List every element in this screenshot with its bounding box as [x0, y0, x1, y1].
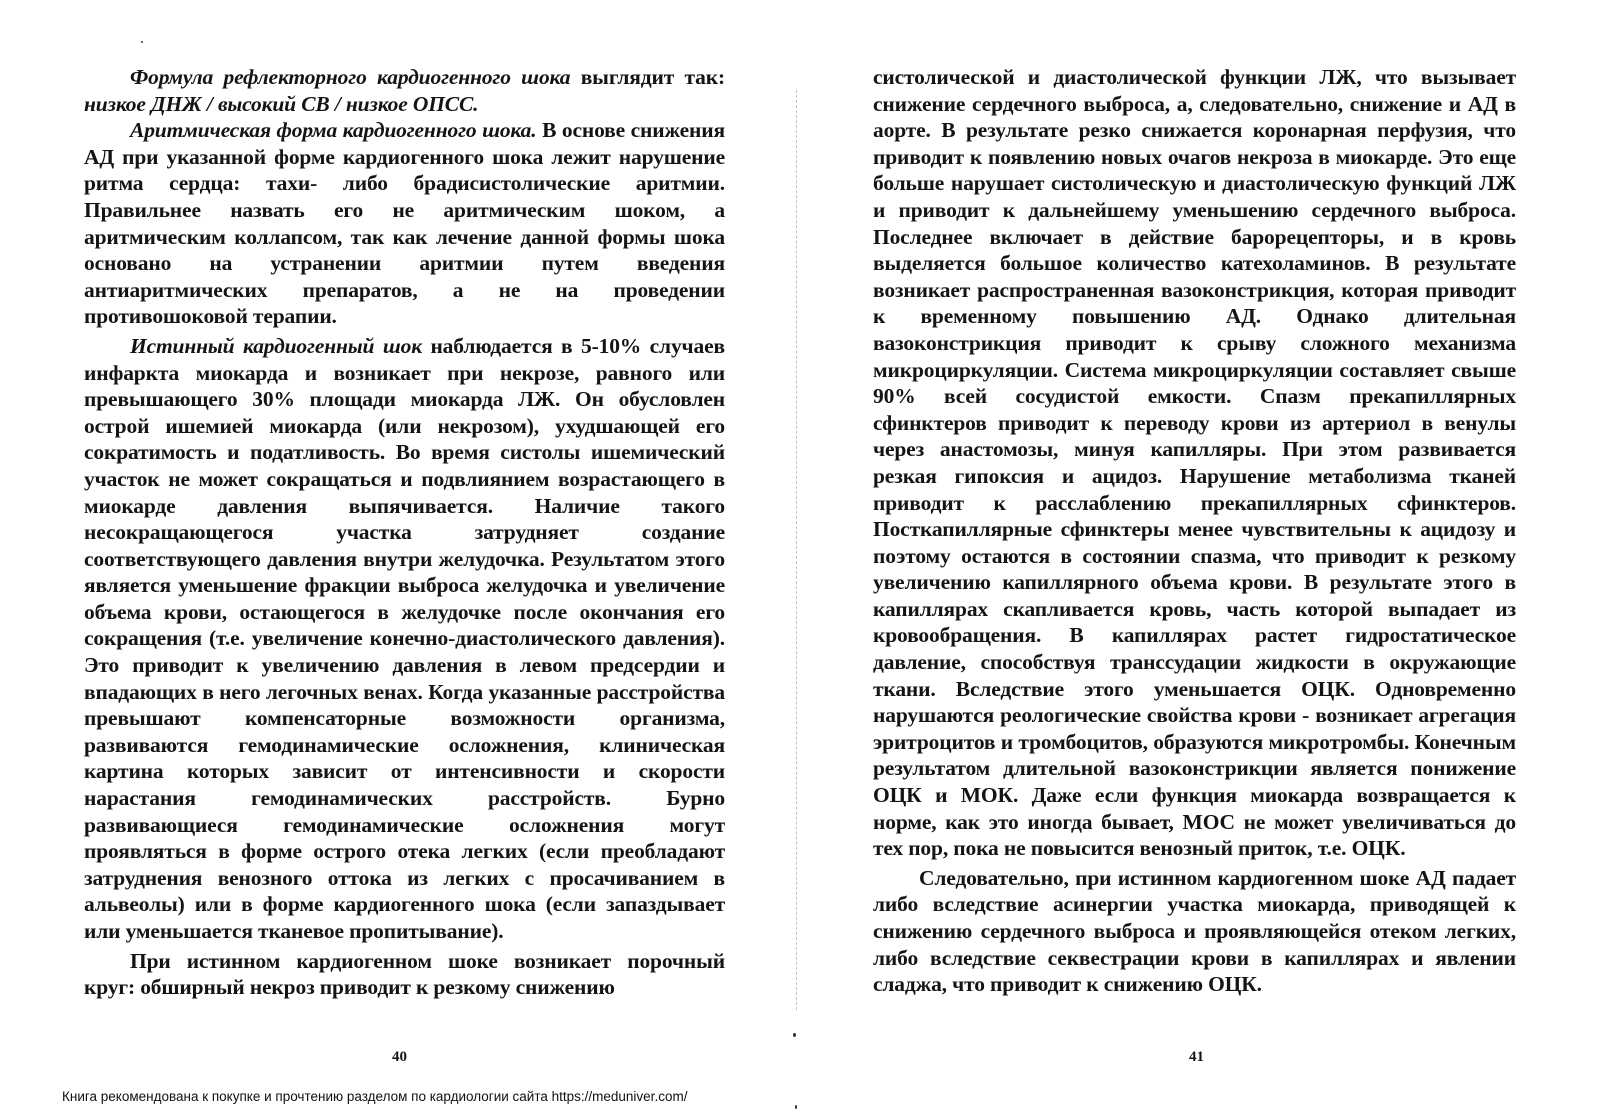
paragraph: систолической и диастолической функции ЛЖ, что вызывает снижение сердечного выброса, а, следовательно, снижение и АД в аорте. В результате резко снижается коронарная перфузия, что приводит к появлению новых очагов некроза в миокарде. Это еще больше нарушает систолическую и диастолическую функций ЛЖ и приводит к дальнейшему уменьшению сердечного выброса. Последнее включает в действие барорецепторы, и в кровь выделяется большое количество катехоламинов. В результате возникает распространенная вазоконстрикция, которая приводит к временному повышению АД. Однако длительная вазоконстрикция приводит к срыву сложного механизма микроциркуляции. Система микроциркуляции составляет свыше 90% всей сосудистой емкости. Спазм прекапиллярных сфинктеров приводит к переводу крови из артериол в венулы через анастомозы, минуя капилляры. При этом развивается резкая гипоксия и ацидоз. Нарушение метаболизма тканей приводит к расслаблению прекапиллярных сфинктеров. Посткапиллярные сфинктеры менее чувствительны к ацидозу и поэтому остаются в состоянии спазма, что приводит к резкому увеличению капиллярного объема крови. В результате этого в капиллярах скапливается кровь, часть которой выпадает из кровообращения. В капиллярах растет гидростатическое давление, способствуя транссудации жидкости в окружающие ткани. Вследствие этого уменьшается ОЦК. Одновременно нарушаются реологические свойства крови - возникает агрегация эритроцитов и тромбоцитов, образуются микротромбы. Конечным результатом длительной вазоконстрикции является понижение ОЦК и МОК. Даже если функция миокарда возвращается к норме, как это иногда бывает, МОС не может увеличиваться до тех пор, пока не повысится венозный приток, т.е. ОЦК.: [873, 65, 1516, 861]
scan-speck: [141, 41, 143, 43]
paragraph-text: выглядит так:: [570, 65, 725, 89]
section-heading: Истинный кардиогенный шок: [130, 333, 422, 358]
page-number: 40: [392, 1049, 407, 1065]
left-page: [84, 64, 725, 1001]
right-page: [873, 64, 1516, 998]
italic-term: Формула рефлекторного кардиогенного шока: [130, 65, 571, 89]
paragraph: [84, 64, 725, 117]
paragraph: При истинном кардиогенном шоке возникает порочный круг: обширный некроз приводит к резкому снижению: [84, 948, 725, 1000]
scan-speck: [793, 1033, 796, 1037]
italic-term: низкое ДНЖ / высокий СВ / низкое ОПСС.: [84, 91, 479, 116]
footer-note: Книга рекомендована к покупке и прочтению разделом по кардиологии сайта https://meduniver.com/: [62, 1089, 688, 1104]
scan-speck: [795, 1105, 797, 1109]
paragraph-text: В основе снижения АД при указанной форме кардиогенного шока лежит нарушение ритма сердца: тахи- либо брадисистолические аритмии. Правильнее назвать его не аритмическим шоком, а аритмическим коллапсом, так как лечение данной формы шока основано на устранении аритмии путем введения антиаритмических препаратов, а не на проведении противошоковой терапии.: [84, 118, 726, 329]
paragraph: [84, 117, 725, 330]
paragraph-text: наблюдается в 5-10% случаев инфаркта миокарда и возникает при некрозе, равного или превышающего 30% площади миокарда ЛЖ. Он обусловлен острой ишемией миокарда (или некрозом), ухудшающей его сократимость и податливость. Во время систолы ишемический участок не может сокращаться и подвлиянием возрастающего в миокарде давления выпячивается. Наличие такого несокращающегося участка затрудняет создание соответствующего давления внутри желудочка. Результатом этого является уменьшение фракции выброса желудочка и увеличение объема крови, остающегося в желудочке после окончания его сокращения (т.е. увеличение конечно-диастолического давления). Это приводит к увеличению давления в левом предсердии и впадающих в него легочных венах. Когда указанные расстройства превышают компенсаторные возможности организма, развиваются гемодинамические осложнения, клиническая картина которых зависит от интенсивности и скорости нарастания гемодинамических расстройств. Бурно развивающиеся гемодинамические осложнения могут проявляться в форме острого отека легких (если преобладают затруднения венозного оттока из легких с просачиванием в альвеолы) или в форме кардиогенного шока (если запаздывает или уменьшается тканевое пропитывание).: [84, 333, 725, 943]
paragraph: Следовательно, при истинном кардиогенном шоке АД падает либо вследствие асинергии участка миокарда, приводящей к снижению сердечного выброса и проявляющейся отеком легких, либо вследствие секвестрации крови в капиллярах и явлении сладжа, что приводит к снижению ОЦК.: [873, 865, 1516, 997]
section-heading: Аритмическая форма кардиогенного шока.: [130, 118, 537, 143]
book-gutter: [796, 90, 797, 1010]
page-number: 41: [1189, 1049, 1204, 1065]
paragraph: [84, 333, 725, 945]
